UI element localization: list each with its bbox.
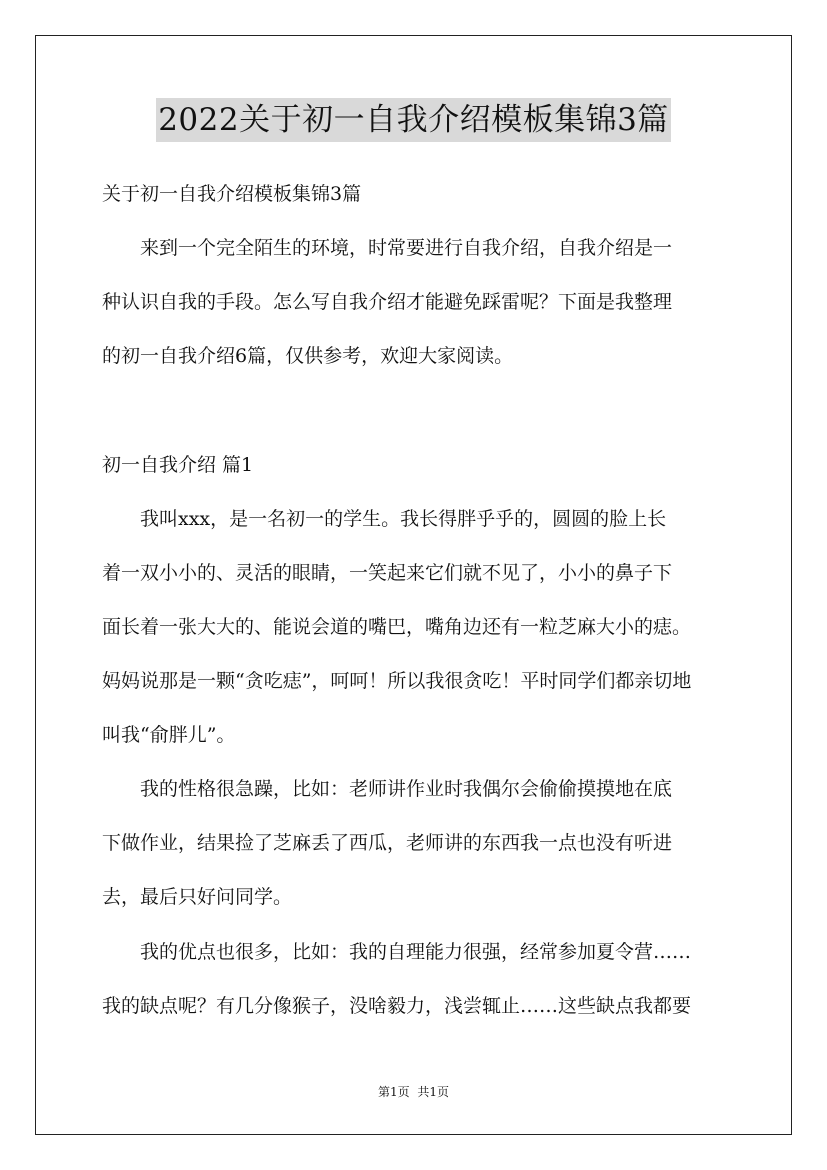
intro-line: 种认识自我的手段。怎么写自我介绍才能避免踩雷呢？下面是我整理 [102,291,673,313]
body-line: 我的缺点呢？有几分像猴子，没啥毅力，浅尝辄止……这些缺点我都要 [102,995,692,1017]
page-total: 共1页 [417,1085,450,1099]
body-line: 面长着一张大大的、能说会道的嘴巴，嘴角边还有一粒芝麻大小的痣。 [102,616,692,638]
body-line: 我叫xxx，是一名初一的学生。我长得胖乎乎的，圆圆的脸上长 [140,508,667,530]
body-line: 我的性格很急躁，比如：老师讲作业时我偶尔会偷偷摸摸地在底 [140,778,673,800]
document-subtitle: 关于初一自我介绍模板集锦3篇 [102,183,362,205]
intro-line: 的初一自我介绍6篇，仅供参考，欢迎大家阅读。 [102,345,514,367]
body-line: 着一双小小的、灵活的眼睛，一笑起来它们就不见了，小小的鼻子下 [102,562,673,584]
body-line: 叫我“俞胖儿”。 [102,724,236,746]
document-title: 2022关于初一自我介绍模板集锦3篇 [156,98,671,142]
body-line: 下做作业，结果捡了芝麻丢了西瓜，老师讲的东西我一点也没有听进 [102,832,673,854]
body-line: 去，最后只好问同学。 [102,886,293,908]
section-heading: 初一自我介绍 篇1 [102,454,254,476]
page-number: 第1页 [377,1085,410,1099]
page-footer [0,1084,827,1100]
body-line: 妈妈说那是一颗“贪吃痣”，呵呵！所以我很贪吃！平时同学们都亲切地 [102,670,692,692]
intro-line: 来到一个完全陌生的环境，时常要进行自我介绍，自我介绍是一 [140,237,673,259]
body-line: 我的优点也很多，比如：我的自理能力很强，经常参加夏令营…… [140,941,692,963]
title-container [0,98,827,142]
